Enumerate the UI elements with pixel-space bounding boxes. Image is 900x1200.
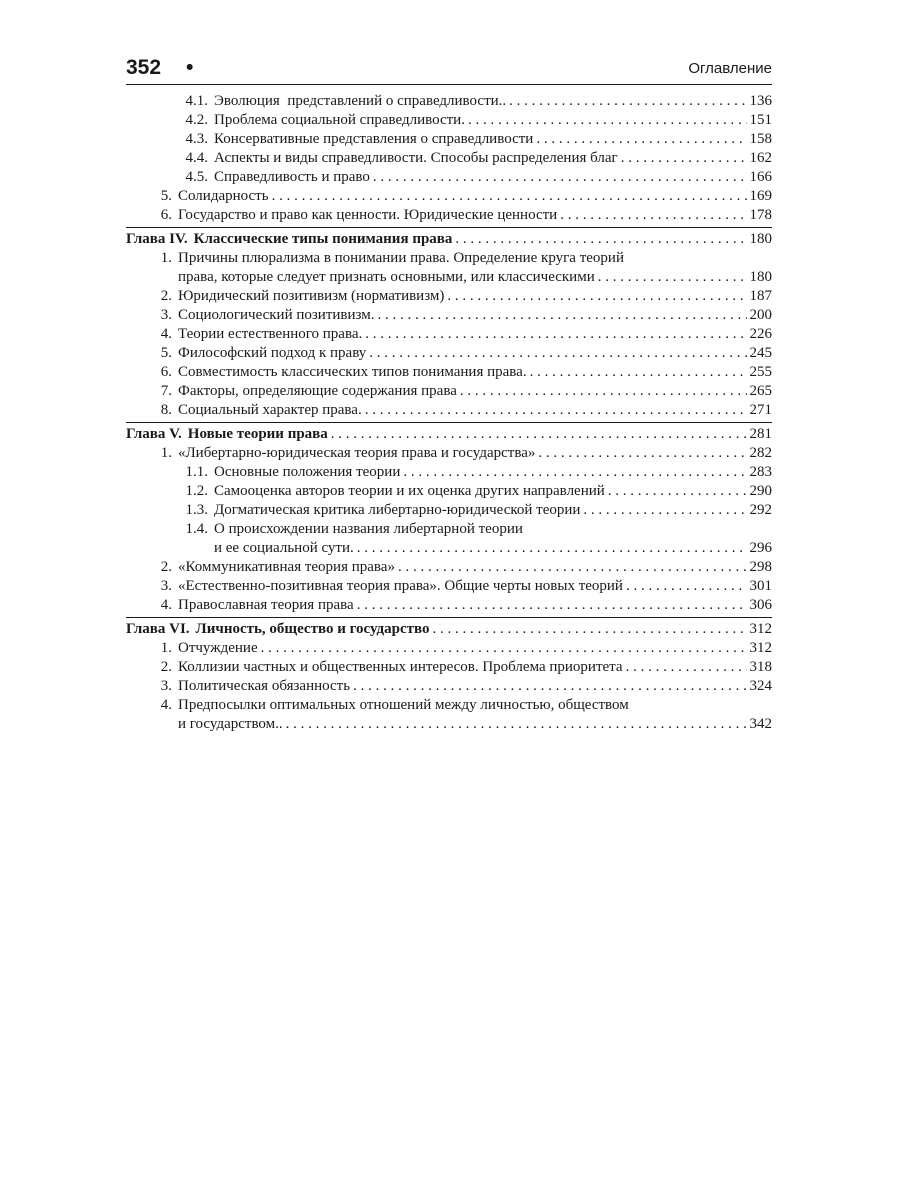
toc-entry-number: Глава V. (126, 426, 182, 442)
toc-entry-number: 1. (160, 250, 172, 266)
toc-entry[interactable] (126, 306, 772, 325)
toc-entry-title: Православная теория права (178, 597, 354, 613)
toc-entry-title: Коллизии частных и общественных интересов. Проблема приоритета (178, 659, 623, 675)
toc-page-number: 312 (749, 621, 772, 637)
toc-entry-title: Справедливость и право (214, 169, 370, 185)
toc-entry-title: Социальный характер права. (178, 402, 362, 418)
toc-entry-number: Глава IV. (126, 231, 188, 247)
toc-page-number: 312 (749, 640, 772, 656)
toc-entry[interactable] (126, 249, 772, 287)
toc-entry-title: Эволюция представлений о справедливости.. (214, 93, 507, 109)
toc-entry-number: 7. (160, 383, 172, 399)
toc-entry-title: Догматическая критика либертарно-юридической теории (214, 502, 581, 518)
toc-page-number: 292 (749, 502, 772, 518)
toc-page-number: 301 (749, 578, 772, 594)
toc-entry-number: 2. (160, 659, 172, 675)
dot-leader (433, 620, 747, 639)
dot-leader (621, 149, 747, 168)
toc-entry-title: «Коммуникативная теория права» (178, 559, 395, 575)
dot-leader (536, 130, 746, 149)
page-number: 352 (126, 56, 162, 79)
toc-page-number: 283 (749, 464, 772, 480)
toc-entry[interactable] (126, 382, 772, 401)
toc-entry[interactable] (126, 444, 772, 463)
dot-leader (509, 92, 746, 111)
toc-entry-title: Новые теории права (187, 426, 328, 442)
toc-chapter[interactable] (126, 230, 772, 249)
toc-entry-title: Классические типы понимания права (193, 231, 453, 247)
dot-leader (455, 230, 746, 249)
toc-entry-title: права, которые следует признать основными, или классическими (178, 269, 595, 285)
toc-entry[interactable] (126, 658, 772, 677)
toc-page-number: 342 (749, 716, 772, 732)
table-of-contents (126, 92, 772, 734)
toc-entry-title: Философский подход к праву (178, 345, 367, 361)
toc-entry-number: 4. (160, 326, 172, 342)
toc-entry[interactable] (126, 677, 772, 696)
toc-entry-title: Солидарность (178, 188, 269, 204)
toc-entry-number: 4.2. (185, 112, 208, 128)
toc-entry-title: Самооценка авторов теории и их оценка других направлений (214, 483, 605, 499)
dot-leader (626, 577, 747, 596)
toc-entry-number: 4.4. (185, 150, 208, 166)
toc-entry[interactable] (126, 206, 772, 225)
chapter-divider (126, 422, 772, 423)
toc-page-number: 169 (749, 188, 772, 204)
toc-page-number: 200 (749, 307, 772, 323)
toc-entry[interactable] (126, 92, 772, 111)
toc-entry-number: 3. (160, 307, 172, 323)
dot-leader (460, 382, 747, 401)
dot-leader (357, 539, 747, 558)
toc-entry-number: 1. (160, 640, 172, 656)
toc-entry-title: Отчуждение (178, 640, 258, 656)
toc-entry-title: Причины плюрализма в понимании права. Определение круга теорий (178, 250, 624, 266)
toc-entry[interactable] (126, 149, 772, 168)
dot-leader (377, 306, 746, 325)
dot-leader (447, 287, 746, 306)
toc-entry[interactable] (126, 111, 772, 130)
toc-entry[interactable] (126, 325, 772, 344)
toc-entry-title: Основные положения теории (214, 464, 401, 480)
page-header (126, 55, 772, 81)
dot-leader (369, 344, 746, 363)
dot-leader (353, 677, 746, 696)
toc-entry-number: 4.3. (185, 131, 208, 147)
toc-entry-title: О происхождении названия либертарной теории (214, 521, 523, 537)
toc-entry-number: 8. (160, 402, 172, 418)
dot-leader (626, 658, 747, 677)
toc-entry[interactable] (126, 463, 772, 482)
dot-leader (560, 206, 746, 225)
toc-page-number: 151 (749, 112, 772, 128)
toc-entry-title: Совместимость классических типов понимания права. (178, 364, 527, 380)
toc-entry-number: 1.4. (185, 521, 208, 537)
dot-leader (261, 639, 747, 658)
toc-entry-number: 3. (160, 578, 172, 594)
toc-page-number: 136 (749, 93, 772, 109)
toc-entry[interactable] (126, 130, 772, 149)
toc-entry[interactable] (126, 344, 772, 363)
toc-entry[interactable] (126, 639, 772, 658)
toc-entry-title: и ее социальной сути. (214, 540, 354, 556)
toc-entry-title: Политическая обязанность (178, 678, 351, 694)
toc-page-number: 318 (749, 659, 772, 675)
toc-entry-title: Факторы, определяющие содержания права (178, 383, 457, 399)
dot-leader (272, 187, 747, 206)
toc-page-number: 271 (749, 402, 772, 418)
toc-entry-number: 4.1. (185, 93, 208, 109)
header-rule (126, 84, 772, 85)
toc-entry-title: Социологический позитивизм. (178, 307, 375, 323)
toc-entry[interactable] (126, 596, 772, 615)
dot-leader (403, 463, 746, 482)
toc-chapter[interactable] (126, 620, 772, 639)
toc-page-number: 265 (749, 383, 772, 399)
toc-page-number: 255 (749, 364, 772, 380)
toc-entry[interactable] (126, 363, 772, 382)
toc-page-number: 282 (749, 445, 772, 461)
dot-leader (598, 268, 747, 287)
toc-entry-title: «Либертарно-юридическая теория права и государства» (178, 445, 536, 461)
chapter-divider (126, 227, 772, 228)
toc-entry-title: Государство и право как ценности. Юридические ценности (178, 207, 558, 223)
dot-leader (398, 558, 747, 577)
chapter-divider (126, 617, 772, 618)
bullet-icon: • (186, 56, 194, 79)
toc-page-number: 226 (749, 326, 772, 342)
toc-page-number: 162 (749, 150, 772, 166)
running-title: Оглавление (688, 60, 772, 77)
toc-entry-number: 6. (160, 207, 172, 223)
toc-page-number: 180 (749, 269, 772, 285)
toc-page-number: 187 (749, 288, 772, 304)
toc-chapter[interactable] (126, 425, 772, 444)
dot-leader (530, 363, 747, 382)
toc-page-number: 324 (749, 678, 772, 694)
toc-entry-number: 4.5. (185, 169, 208, 185)
toc-entry[interactable] (126, 482, 772, 501)
toc-page-number: 178 (749, 207, 772, 223)
toc-entry[interactable] (126, 168, 772, 187)
dot-leader (373, 168, 747, 187)
toc-entry-title: Предпосылки оптимальных отношений между личностью, обществом (178, 697, 629, 713)
toc-entry[interactable] (126, 187, 772, 206)
toc-entry[interactable] (126, 577, 772, 596)
toc-entry-number: 1.3. (185, 502, 208, 518)
toc-page-number: 245 (749, 345, 772, 361)
toc-entry[interactable] (126, 287, 772, 306)
dot-leader (286, 715, 747, 734)
dot-leader (331, 425, 747, 444)
toc-entry[interactable] (126, 696, 772, 734)
toc-entry-number: 1.1. (185, 464, 208, 480)
dot-leader (608, 482, 747, 501)
toc-entry-number: 4. (160, 597, 172, 613)
dot-leader (538, 444, 746, 463)
toc-entry-number: 5. (160, 345, 172, 361)
toc-entry[interactable] (126, 401, 772, 420)
toc-entry-title: Проблема социальной справедливости. (214, 112, 465, 128)
toc-entry[interactable] (126, 501, 772, 520)
toc-page-number: 281 (749, 426, 772, 442)
toc-entry[interactable] (126, 558, 772, 577)
toc-entry-number: 4. (160, 697, 172, 713)
toc-page-number: 296 (749, 540, 772, 556)
toc-entry-title: и государством.. (178, 716, 283, 732)
toc-entry-number: 1. (160, 445, 172, 461)
dot-leader (468, 111, 747, 130)
toc-entry-number: 6. (160, 364, 172, 380)
toc-entry-title: «Естественно-позитивная теория права». Общие черты новых теорий (178, 578, 623, 594)
toc-entry-title: Консервативные представления о справедливости (214, 131, 534, 147)
dot-leader (365, 401, 747, 420)
toc-entry-title: Аспекты и виды справедливости. Способы распределения благ (214, 150, 618, 166)
toc-entry[interactable] (126, 520, 772, 558)
toc-entry-title: Юридический позитивизм (нормативизм) (178, 288, 445, 304)
toc-entry-number: 2. (160, 559, 172, 575)
toc-entry-number: 2. (160, 288, 172, 304)
dot-leader (583, 501, 746, 520)
toc-page-number: 166 (749, 169, 772, 185)
toc-page-number: 290 (749, 483, 772, 499)
toc-page-number: 180 (749, 231, 772, 247)
toc-page-number: 298 (749, 559, 772, 575)
toc-entry-title: Теории естественного права. (178, 326, 363, 342)
dot-leader (365, 325, 746, 344)
toc-entry-number: 1.2. (185, 483, 208, 499)
toc-entry-number: 3. (160, 678, 172, 694)
toc-entry-number: Глава VI. (126, 621, 190, 637)
toc-page-number: 158 (749, 131, 772, 147)
dot-leader (357, 596, 747, 615)
toc-entry-number: 5. (160, 188, 172, 204)
toc-page-number: 306 (749, 597, 772, 613)
toc-entry-title: Личность, общество и государство (195, 621, 430, 637)
